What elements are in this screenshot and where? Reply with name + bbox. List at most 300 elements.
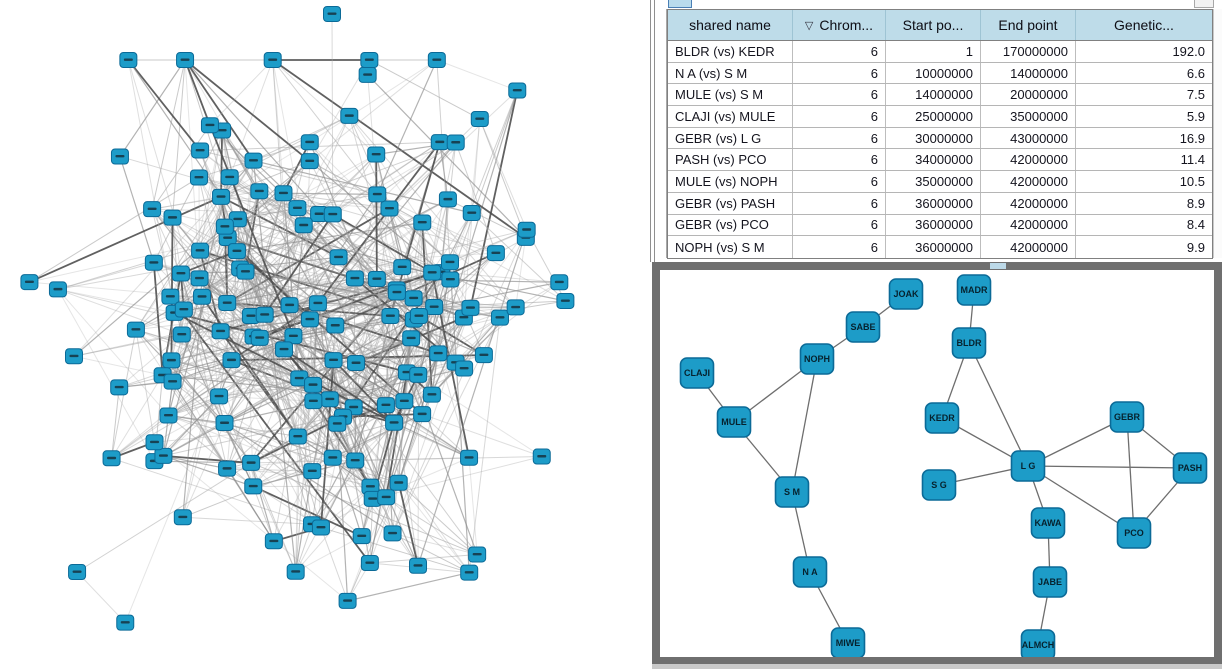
node[interactable] bbox=[172, 266, 189, 281]
node[interactable] bbox=[301, 135, 318, 150]
node[interactable] bbox=[264, 53, 281, 68]
node-label bbox=[177, 333, 186, 335]
column-header-chromosome[interactable] bbox=[793, 10, 886, 40]
node[interactable] bbox=[160, 408, 177, 423]
node-label bbox=[328, 13, 337, 15]
node[interactable] bbox=[378, 490, 395, 505]
node[interactable] bbox=[304, 464, 321, 479]
node-label bbox=[400, 400, 409, 402]
node[interactable] bbox=[145, 255, 162, 270]
node[interactable] bbox=[329, 416, 346, 431]
node[interactable] bbox=[382, 309, 399, 324]
node[interactable] bbox=[192, 143, 209, 158]
node[interactable] bbox=[219, 295, 236, 310]
window-bottom-edge bbox=[652, 664, 1222, 669]
node-label bbox=[107, 457, 116, 459]
node-label bbox=[363, 73, 372, 75]
node[interactable] bbox=[439, 192, 456, 207]
node[interactable] bbox=[390, 475, 407, 490]
overview-network-canvas[interactable] bbox=[660, 270, 1214, 657]
node-label bbox=[328, 213, 337, 215]
node[interactable] bbox=[216, 416, 233, 431]
node[interactable] bbox=[368, 272, 385, 287]
node-label bbox=[299, 224, 308, 226]
column-header-genetic[interactable] bbox=[1076, 10, 1212, 40]
node-label: NOPH bbox=[803, 354, 831, 364]
node-shape[interactable] bbox=[801, 344, 834, 374]
node-label bbox=[414, 373, 423, 375]
node-label bbox=[285, 304, 294, 306]
overview-node-NOPH[interactable] bbox=[801, 344, 834, 374]
node-label bbox=[475, 117, 484, 119]
edge-attribute-table bbox=[667, 9, 1213, 259]
cell-value: 30000000 bbox=[886, 128, 981, 149]
node-label bbox=[435, 141, 444, 143]
node[interactable] bbox=[491, 310, 508, 325]
node-shape[interactable] bbox=[832, 628, 865, 657]
node[interactable] bbox=[475, 348, 492, 363]
overview-edge[interactable] bbox=[1028, 466, 1190, 468]
node[interactable] bbox=[223, 353, 240, 368]
overview-node-KAWA[interactable] bbox=[1032, 508, 1065, 538]
node[interactable] bbox=[414, 215, 431, 230]
node-label bbox=[329, 359, 338, 361]
cell-shared-name: MULE (vs) NOPH bbox=[668, 171, 793, 192]
node-label: L G bbox=[1020, 461, 1036, 471]
cell-shared-name: N A (vs) S M bbox=[668, 63, 793, 84]
node-label bbox=[434, 352, 443, 354]
node-label bbox=[115, 386, 124, 388]
node[interactable] bbox=[276, 342, 293, 357]
node-shape[interactable] bbox=[1111, 402, 1144, 432]
cell-shared-name: CLAJI (vs) MULE bbox=[668, 106, 793, 127]
column-header-start-point[interactable] bbox=[886, 10, 981, 40]
node-shape[interactable] bbox=[890, 279, 923, 309]
node[interactable] bbox=[201, 118, 218, 133]
overview-node-PCO[interactable] bbox=[1118, 518, 1151, 548]
node-shape[interactable] bbox=[1034, 567, 1067, 597]
node-label: PCO bbox=[1124, 528, 1144, 538]
node[interactable] bbox=[461, 450, 478, 465]
node-label: JABE bbox=[1037, 577, 1063, 587]
node[interactable] bbox=[312, 520, 329, 535]
node-label bbox=[124, 59, 133, 61]
overview-node-SM[interactable] bbox=[776, 477, 809, 507]
node[interactable] bbox=[211, 389, 228, 404]
node[interactable] bbox=[221, 170, 238, 185]
overview-node-LG[interactable] bbox=[1012, 451, 1045, 481]
node[interactable] bbox=[462, 300, 479, 315]
node-label bbox=[365, 59, 374, 61]
node[interactable] bbox=[164, 374, 181, 389]
node-label bbox=[241, 270, 250, 272]
node[interactable] bbox=[213, 189, 230, 204]
node[interactable] bbox=[21, 275, 38, 290]
node[interactable] bbox=[175, 302, 192, 317]
cell-value: 42000000 bbox=[981, 236, 1076, 258]
node[interactable] bbox=[146, 435, 163, 450]
node-label bbox=[555, 281, 564, 283]
node-shape[interactable] bbox=[1032, 508, 1065, 538]
cell-value: 6 bbox=[793, 84, 886, 105]
node-label bbox=[269, 540, 278, 542]
node-label bbox=[223, 467, 232, 469]
node-label bbox=[166, 295, 175, 297]
node[interactable] bbox=[177, 53, 194, 68]
overview-node-JABE[interactable] bbox=[1034, 567, 1067, 597]
node[interactable] bbox=[327, 318, 344, 333]
node[interactable] bbox=[469, 547, 486, 562]
node[interactable] bbox=[251, 184, 268, 199]
node-label: MADR bbox=[960, 285, 988, 295]
node[interactable] bbox=[330, 250, 347, 265]
node-label bbox=[168, 380, 177, 382]
cell-value: 192.0 bbox=[1172, 43, 1205, 59]
node[interactable] bbox=[245, 153, 262, 168]
node-label bbox=[315, 213, 324, 215]
node[interactable] bbox=[461, 565, 478, 580]
vertical-scrollbar-track[interactable] bbox=[1213, 9, 1222, 258]
node[interactable] bbox=[295, 218, 312, 233]
node-shape[interactable] bbox=[847, 312, 880, 342]
overview-edge[interactable] bbox=[1127, 417, 1134, 533]
node[interactable] bbox=[471, 111, 488, 126]
node-label bbox=[537, 455, 546, 457]
overview-node-SABE[interactable] bbox=[847, 312, 880, 342]
overview-nodes bbox=[681, 275, 1207, 657]
node[interactable] bbox=[192, 243, 209, 258]
node[interactable] bbox=[551, 275, 568, 290]
table-row[interactable] bbox=[668, 149, 1212, 171]
node-label bbox=[149, 261, 158, 263]
column-header-label: Start po... bbox=[902, 17, 964, 33]
node-shape[interactable] bbox=[794, 557, 827, 587]
node-label: KEDR bbox=[929, 413, 955, 423]
node-shape[interactable] bbox=[1022, 630, 1055, 657]
node[interactable] bbox=[346, 271, 363, 286]
node[interactable] bbox=[428, 53, 445, 68]
cell-shared-name: MULE (vs) S M bbox=[668, 84, 793, 105]
node[interactable] bbox=[216, 219, 233, 234]
node[interactable] bbox=[447, 135, 464, 150]
node-label: KAWA bbox=[1034, 518, 1062, 528]
node-label bbox=[279, 192, 288, 194]
cell-value: 6 bbox=[793, 149, 886, 170]
node-label bbox=[309, 383, 318, 385]
node-shape[interactable] bbox=[926, 403, 959, 433]
column-header-shared-name[interactable] bbox=[668, 10, 793, 40]
node[interactable] bbox=[164, 210, 181, 225]
node-shape[interactable] bbox=[718, 407, 751, 437]
node[interactable] bbox=[305, 394, 322, 409]
overview-network-panel bbox=[652, 262, 1222, 665]
table-header-row bbox=[668, 10, 1212, 41]
node-shape[interactable] bbox=[681, 358, 714, 388]
node-label bbox=[218, 129, 227, 131]
node[interactable] bbox=[396, 394, 413, 409]
node[interactable] bbox=[394, 260, 411, 275]
node[interactable] bbox=[190, 170, 207, 185]
node-shape[interactable] bbox=[776, 477, 809, 507]
node[interactable] bbox=[353, 529, 370, 544]
node[interactable] bbox=[386, 415, 403, 430]
overview-node-BLDR[interactable] bbox=[953, 328, 986, 358]
node[interactable] bbox=[424, 265, 441, 280]
node[interactable] bbox=[324, 450, 341, 465]
node[interactable] bbox=[341, 108, 358, 123]
node-label bbox=[466, 306, 475, 308]
node[interactable] bbox=[127, 322, 144, 337]
cell-value: 10000000 bbox=[886, 63, 981, 84]
overview-node-SG[interactable] bbox=[923, 470, 956, 500]
node[interactable] bbox=[305, 377, 322, 392]
node[interactable] bbox=[348, 356, 365, 371]
splitter-grip[interactable] bbox=[990, 263, 1006, 269]
node[interactable] bbox=[507, 300, 524, 315]
overview-edge[interactable] bbox=[792, 359, 817, 492]
table-row[interactable] bbox=[668, 236, 1212, 258]
node[interactable] bbox=[289, 429, 306, 444]
cell-value: 34000000 bbox=[886, 149, 981, 170]
cell-value: 6 bbox=[793, 236, 886, 258]
overview-node-CLAJI[interactable] bbox=[681, 358, 714, 388]
node-label bbox=[414, 564, 423, 566]
node-label bbox=[382, 496, 391, 498]
node-shape[interactable] bbox=[958, 275, 991, 305]
node[interactable] bbox=[442, 272, 459, 287]
node-label bbox=[178, 516, 187, 518]
node[interactable] bbox=[265, 534, 282, 549]
node[interactable] bbox=[309, 296, 326, 311]
node[interactable] bbox=[285, 329, 302, 344]
node-label bbox=[227, 359, 236, 361]
node[interactable] bbox=[194, 289, 211, 304]
table-row[interactable] bbox=[668, 63, 1212, 85]
node[interactable] bbox=[557, 293, 574, 308]
node-label bbox=[195, 277, 204, 279]
cell-value: 42000000 bbox=[981, 193, 1076, 214]
node[interactable] bbox=[509, 83, 526, 98]
node[interactable] bbox=[49, 282, 66, 297]
node[interactable] bbox=[163, 353, 180, 368]
node-label bbox=[473, 553, 482, 555]
node-label bbox=[349, 406, 358, 408]
overview-node-NA[interactable] bbox=[794, 557, 827, 587]
node-label bbox=[373, 193, 382, 195]
node-label bbox=[316, 526, 325, 528]
overview-node-MULE[interactable] bbox=[718, 407, 751, 437]
node[interactable] bbox=[405, 291, 422, 306]
node[interactable] bbox=[410, 308, 427, 323]
node-label bbox=[386, 315, 395, 317]
node-shape[interactable] bbox=[1012, 451, 1045, 481]
node[interactable] bbox=[377, 398, 394, 413]
overview-node-JOAK[interactable] bbox=[890, 279, 923, 309]
cell-shared-name: PASH (vs) PCO bbox=[668, 149, 793, 170]
table-row[interactable] bbox=[668, 193, 1212, 215]
node-label bbox=[150, 441, 159, 443]
node[interactable] bbox=[339, 593, 356, 608]
node[interactable] bbox=[256, 307, 273, 322]
node[interactable] bbox=[144, 202, 161, 217]
node[interactable] bbox=[388, 285, 405, 300]
node[interactable] bbox=[219, 461, 236, 476]
table-row[interactable] bbox=[668, 41, 1212, 63]
node[interactable] bbox=[301, 312, 318, 327]
node-label bbox=[388, 532, 397, 534]
table-row[interactable] bbox=[668, 215, 1212, 237]
node[interactable] bbox=[117, 615, 134, 630]
node[interactable] bbox=[456, 361, 473, 376]
node[interactable] bbox=[275, 186, 292, 201]
node[interactable] bbox=[369, 187, 386, 202]
table-row[interactable] bbox=[668, 128, 1212, 150]
node[interactable] bbox=[301, 154, 318, 169]
node-label bbox=[309, 400, 318, 402]
overview-node-MADR[interactable] bbox=[958, 275, 991, 305]
node-label bbox=[194, 176, 203, 178]
node[interactable] bbox=[403, 331, 420, 346]
cell-shared-name: BLDR (vs) KEDR bbox=[668, 41, 793, 62]
node[interactable] bbox=[69, 565, 86, 580]
node-label bbox=[308, 470, 317, 472]
node[interactable] bbox=[414, 407, 431, 422]
overview-node-GEBR[interactable] bbox=[1111, 402, 1144, 432]
node-label bbox=[418, 413, 427, 415]
node-label bbox=[385, 207, 394, 209]
node-label bbox=[394, 481, 403, 483]
node[interactable] bbox=[173, 327, 190, 342]
node[interactable] bbox=[410, 367, 427, 382]
node[interactable] bbox=[212, 324, 229, 339]
node-label bbox=[216, 330, 225, 332]
node[interactable] bbox=[347, 453, 364, 468]
node[interactable] bbox=[325, 353, 342, 368]
node-label bbox=[350, 277, 359, 279]
scrollbar-fragment-icon[interactable] bbox=[668, 0, 692, 8]
node-label bbox=[268, 59, 277, 61]
node[interactable] bbox=[518, 222, 535, 237]
node-shape[interactable] bbox=[1118, 518, 1151, 548]
table-row[interactable] bbox=[668, 106, 1212, 128]
node[interactable] bbox=[431, 135, 448, 150]
node[interactable] bbox=[237, 264, 254, 279]
node-shape[interactable] bbox=[923, 470, 956, 500]
node-shape[interactable] bbox=[953, 328, 986, 358]
node[interactable] bbox=[324, 207, 341, 222]
node[interactable] bbox=[243, 455, 260, 470]
node-label bbox=[115, 155, 124, 157]
node-label bbox=[372, 153, 381, 155]
node[interactable] bbox=[289, 201, 306, 216]
node-label bbox=[390, 421, 399, 423]
node-label bbox=[522, 228, 531, 230]
node[interactable] bbox=[111, 380, 128, 395]
cell-value: 16.9 bbox=[1179, 130, 1205, 146]
column-header-end-point[interactable] bbox=[981, 10, 1076, 40]
node[interactable] bbox=[103, 451, 120, 466]
overview-node-PASH[interactable] bbox=[1174, 453, 1207, 483]
node[interactable] bbox=[120, 53, 137, 68]
cell-value: 8.4 bbox=[1186, 217, 1205, 233]
node[interactable] bbox=[111, 149, 128, 164]
node-label: JOAK bbox=[893, 289, 919, 299]
node-label bbox=[168, 216, 177, 218]
node[interactable] bbox=[281, 298, 298, 313]
overview-node-KEDR[interactable] bbox=[926, 403, 959, 433]
node[interactable] bbox=[423, 387, 440, 402]
cell-value: 6 bbox=[793, 106, 886, 127]
node[interactable] bbox=[381, 201, 398, 216]
cell-shared-name: NOPH (vs) S M bbox=[668, 236, 793, 258]
overview-edge[interactable] bbox=[969, 343, 1028, 466]
node[interactable] bbox=[426, 299, 443, 314]
cell-value: 36000000 bbox=[886, 236, 981, 258]
node[interactable] bbox=[324, 7, 341, 22]
node[interactable] bbox=[65, 349, 82, 364]
node[interactable] bbox=[174, 510, 191, 525]
cell-value: 42000000 bbox=[981, 149, 1076, 170]
node[interactable] bbox=[384, 526, 401, 541]
node-label bbox=[295, 377, 304, 379]
table-row[interactable] bbox=[668, 84, 1212, 106]
node-label bbox=[73, 571, 82, 573]
node-label bbox=[409, 297, 418, 299]
node[interactable] bbox=[321, 392, 338, 407]
table-row[interactable] bbox=[668, 171, 1212, 193]
node[interactable] bbox=[228, 244, 245, 259]
overview-node-ALMCH[interactable] bbox=[1022, 630, 1055, 657]
cell-value: 9.9 bbox=[1186, 239, 1205, 255]
node-table-panel bbox=[655, 0, 1222, 262]
node[interactable] bbox=[361, 555, 378, 570]
node[interactable] bbox=[287, 564, 304, 579]
node[interactable] bbox=[251, 330, 268, 345]
node-label bbox=[427, 393, 436, 395]
node-label bbox=[351, 459, 360, 461]
node-label bbox=[196, 249, 205, 251]
node[interactable] bbox=[441, 255, 458, 270]
node-label bbox=[331, 324, 340, 326]
node-label bbox=[465, 456, 474, 458]
node[interactable] bbox=[155, 448, 172, 463]
node[interactable] bbox=[359, 67, 376, 82]
node[interactable] bbox=[410, 558, 427, 573]
cell-value: 11.4 bbox=[1180, 152, 1205, 168]
node-label: CLAJI bbox=[683, 368, 711, 378]
overview-node-MIWE[interactable] bbox=[832, 628, 865, 657]
cell-value: 6.6 bbox=[1186, 65, 1205, 81]
node[interactable] bbox=[487, 246, 504, 261]
node-label bbox=[176, 272, 185, 274]
node-label bbox=[392, 291, 401, 293]
node-label bbox=[179, 308, 188, 310]
cell-value: 36000000 bbox=[886, 193, 981, 214]
cell-value: 6 bbox=[793, 128, 886, 149]
node-label bbox=[289, 335, 298, 337]
node[interactable] bbox=[368, 147, 385, 162]
node[interactable] bbox=[430, 346, 447, 361]
node[interactable] bbox=[361, 53, 378, 68]
node[interactable] bbox=[245, 479, 262, 494]
node-label bbox=[368, 497, 377, 499]
node-label bbox=[460, 367, 469, 369]
node[interactable] bbox=[533, 449, 550, 464]
node[interactable] bbox=[162, 289, 179, 304]
node[interactable] bbox=[463, 206, 480, 221]
node-shape[interactable] bbox=[1174, 453, 1207, 483]
node[interactable] bbox=[191, 271, 208, 286]
